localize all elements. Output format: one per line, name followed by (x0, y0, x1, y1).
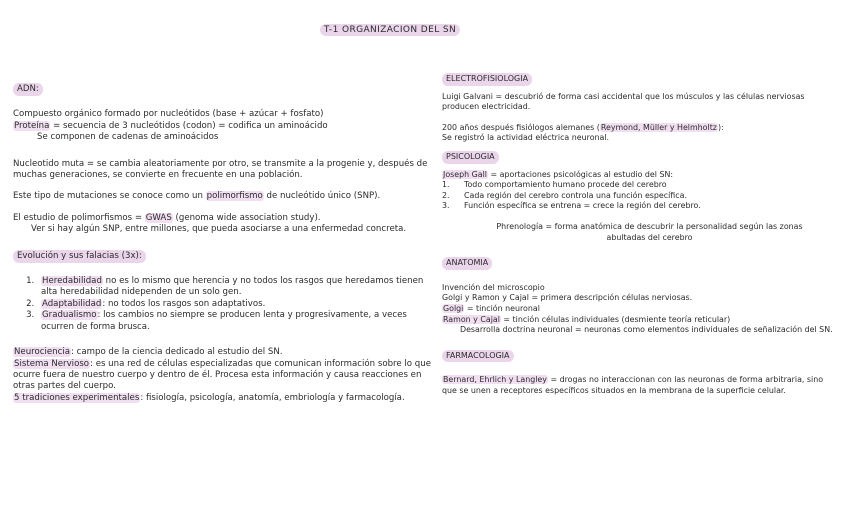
electro-p1: Luigi Galvani = descubrió de forma casi accidental que los músculos y las células nerviosas producen electricidad. (442, 91, 805, 112)
evolucion-list (13, 276, 433, 333)
snp-text: Este tipo de mutaciones se conoce como un polimorfismo de nucleótido único (SNP). (13, 191, 381, 202)
adn-line1: Compuesto orgánico formado por nucleótidos (base + azúcar + fosfato) (13, 109, 324, 120)
farma-heading: FARMACOLOGIA (442, 350, 514, 363)
anat-l4: Ramon y Cajal = tinción células individuales (desmiente teoría reticular) (443, 314, 731, 324)
psico-list (442, 180, 837, 212)
anat-l3: Golgi = tinción neuronal (443, 303, 540, 313)
adn-heading: ADN: (13, 83, 43, 96)
adn-line2: Proteína = secuencia de 3 nucleótidos (codon) = codifica un aminoácido (14, 120, 328, 131)
list-item: 1. Heredabilidad no es lo mismo que herencia y no todos los rasgos que heredamos tienen alta heredabilidad nidependen de un solo gen. (37, 276, 433, 299)
sistema-nervioso-def: Sistema Nervioso: es una red de células especializadas que comunican información sobre lo que ocurre fuera de nuestro cuerpo y dentro de él. Procesa esta información y causa reacciones en otras partes del cuerpo. (13, 358, 431, 392)
left-column (13, 83, 433, 404)
psico-heading: PSICOLOGIA (442, 151, 499, 164)
phrenologia-a: Phrenología = forma anatómica de descubrir la personalidad según las zonas (496, 221, 803, 231)
electro-p2: 200 años después fisiólogos alemanes (Reymond, Müller y Helmholtz): (442, 122, 724, 132)
list-item: 1. Todo comportamiento humano procede del cerebro (442, 180, 667, 190)
list-item: 2. Adaptabilidad: no todos los rasgos son adaptativos. (37, 299, 433, 310)
list-item: 2. Cada región del cerebro controla una función específica. (442, 190, 687, 200)
neurociencia-def: Neurociencia: campo de la ciencia dedicado al estudio del SN. (14, 347, 283, 358)
anatomia-heading: ANATOMIA (442, 257, 492, 270)
mutation-text: Nucleotido muta = se cambia aleatoriamente por otro, se transmite a la progenie y, después de muchas generaciones, se convierte en frecuente en una población. (13, 158, 428, 181)
list-item: 3. Función específica se entrena = crece la región del cerebro. (442, 201, 701, 211)
anat-l1: Invención del microscopio (442, 282, 545, 292)
adn-section (13, 109, 433, 143)
electro-heading: ELECTROFISIOLOGIA (442, 73, 532, 86)
list-item: 3. Gradualismo: los cambios no siempre se producen lenta y progresivamente, a veces ocurren de forma brusca. (37, 310, 433, 333)
gwas-detail: Ver si hay algún SNP, entre millones, que pueda asociarse a una enfermedad concreta. (31, 224, 407, 235)
right-column (442, 73, 837, 396)
farma-text: Bernard, Ehrlich y Langley = drogas no interaccionan con las neuronas de forma arbitraria, sino que se unen a receptores específicos situados en la membrana de la superficie celular. (442, 375, 824, 395)
anat-l5: Desarrolla doctrina neuronal = neuronas como elementos individuales de señalización del SN. (460, 325, 833, 335)
adn-line3: Se componen de cadenas de aminoácidos (37, 132, 219, 143)
gwas-text: El estudio de polimorfismos = GWAS (genoma wide association study). (13, 212, 321, 223)
evolucion-heading: Evolución y sus falacias (3x): (13, 250, 146, 263)
electro-p3: Se registró la actividad eléctrica neuronal. (442, 133, 610, 143)
anat-l2: Golgi y Ramon y Cajal = primera descripción células nerviosas. (442, 293, 693, 303)
page-title: T-1 ORGANIZACION DEL SN (0, 25, 780, 35)
phrenologia-b: abultadas del cerebro (606, 232, 693, 242)
tradiciones-def: 5 tradiciones experimentales: fisiología, psicología, anatomía, embriología y farmacología. (14, 392, 405, 403)
gall-text: Joseph Gall = aportaciones psicológicas al estudio del SN: (443, 169, 674, 179)
